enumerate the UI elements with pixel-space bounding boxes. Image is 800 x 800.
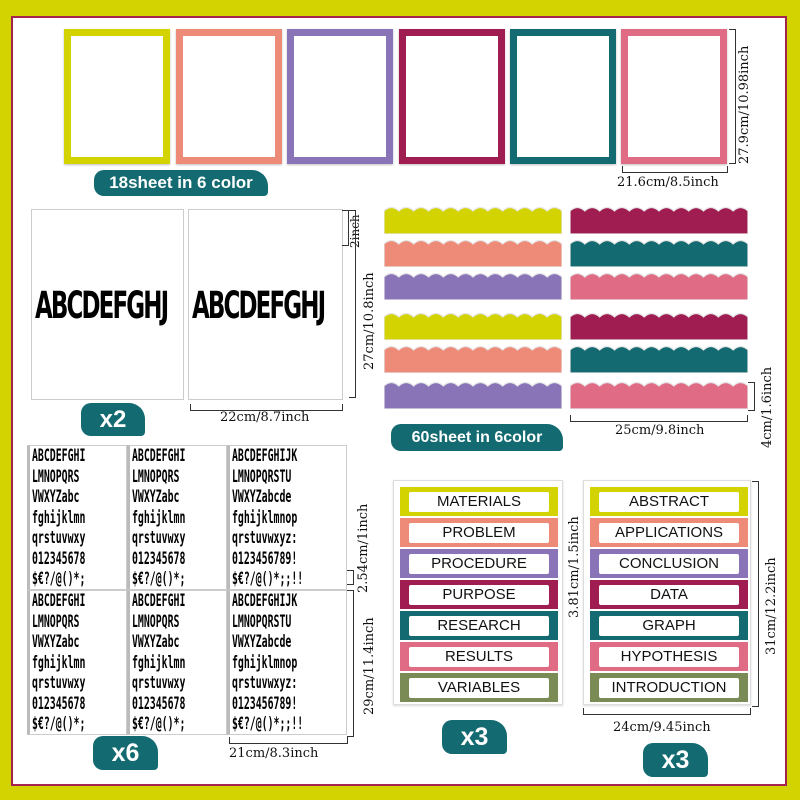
small-letters-count-badge: x6: [93, 736, 158, 770]
label-text: MATERIALS: [409, 492, 549, 512]
strip-height-bracket: [748, 382, 755, 411]
strips-width-bracket: [570, 415, 748, 422]
label-card-2: [583, 480, 751, 705]
big-sheet-width-label: 22cm/8.7inch: [220, 410, 310, 425]
small-letter-height-label: 2.54cm/1inch: [356, 503, 371, 593]
border-strip: [384, 205, 562, 234]
label-row: [400, 611, 558, 640]
label-card-1: [393, 480, 563, 705]
border-strip: [384, 344, 562, 373]
label-row: [590, 518, 748, 547]
frames-height-label: 27.9cm/10.98inch: [737, 45, 752, 164]
frame-sheet-lime: [64, 29, 170, 164]
label-row: [400, 642, 558, 671]
small-letter-sheet: ABCDEFGHIJK LMNOPQRSTU VWXYZabcde fghijklmnop qrstuvwxyz: 0123456789! $€?/@()*;;!!: [227, 590, 347, 735]
big-sheet-height-bracket: [349, 210, 356, 398]
frame-sheet-teal: [510, 29, 616, 164]
label-text: DATA: [599, 585, 739, 605]
big-letter-sheet-2: ABCDEFGHJ: [188, 209, 343, 400]
label-text: PROBLEM: [409, 523, 549, 543]
label-row: [590, 549, 748, 578]
label-row: [590, 487, 748, 516]
frames-count-badge: 18sheet in 6 color: [94, 170, 268, 196]
label-card-2-height-label: 31cm/12.2inch: [764, 557, 779, 655]
label-text: VARIABLES: [409, 678, 549, 698]
border-strip: [570, 238, 748, 267]
label-height-label: 3.81cm/1.5inch: [567, 516, 582, 618]
small-sheet-height-bracket: [347, 590, 354, 737]
strips-count-badge: 60sheet in 6color: [391, 424, 563, 451]
strip-height-label: 4cm/1.6inch: [760, 366, 775, 448]
label-row: [590, 642, 748, 671]
border-strip: [384, 380, 562, 409]
label-text: RESEARCH: [409, 616, 549, 636]
frame-sheet-coral: [176, 29, 282, 164]
border-strip: [570, 380, 748, 409]
border-strip: [384, 238, 562, 267]
frames-width-label: 21.6cm/8.5inch: [617, 175, 719, 190]
label-row: [400, 580, 558, 609]
border-strip: [570, 205, 748, 234]
big-letter-sheet-1: ABCDEFGHJ: [31, 209, 184, 400]
label-row: [590, 611, 748, 640]
small-sheet-height-label: 29cm/11.4inch: [362, 617, 377, 715]
small-letter-sheet: ABCDEFGHI LMNOPQRS VWXYZabc fghijklmn qrstuvwxy 012345678 $€?/@()*;: [27, 445, 127, 590]
frame-sheet-maroon: [399, 29, 505, 164]
border-strip: [570, 271, 748, 300]
label-text: PROCEDURE: [409, 554, 549, 574]
border-strip: [384, 271, 562, 300]
small-letter-sheet: ABCDEFGHI LMNOPQRS VWXYZabc fghijklmn qrstuvwxy 012345678 $€?/@()*;: [127, 445, 227, 590]
label-row: [590, 580, 748, 609]
border-strip: [384, 311, 562, 340]
small-letter-sheet: ABCDEFGHI LMNOPQRS VWXYZabc fghijklmn qrstuvwxy 012345678 $€?/@()*;: [27, 590, 127, 735]
big-letters-count-badge: x2: [81, 403, 145, 436]
frame-sheet-pink: [621, 29, 727, 164]
label-row: [400, 518, 558, 547]
label-text: INTRODUCTION: [599, 678, 739, 698]
label-row: [400, 487, 558, 516]
strips-width-label: 25cm/9.8inch: [615, 423, 705, 438]
small-sheet-width-bracket: [229, 737, 348, 744]
frames-height-bracket: [729, 29, 736, 164]
frames-width-bracket: [622, 166, 728, 173]
border-strip: [570, 344, 748, 373]
label-card-2-count-badge: x3: [643, 743, 708, 777]
label-card-1-count-badge: x3: [442, 720, 507, 754]
label-text: GRAPH: [599, 616, 739, 636]
letter-height-label: 2inch: [348, 214, 362, 248]
label-card-2-width-label: 24cm/9.45inch: [613, 720, 711, 735]
label-text: CONCLUSION: [599, 554, 739, 574]
frame-sheet-purple: [287, 29, 393, 164]
small-sheet-width-label: 21cm/8.3inch: [229, 746, 319, 761]
label-card-2-height-bracket: [752, 481, 759, 707]
label-text: RESULTS: [409, 647, 549, 667]
big-sheet-height-label: 27cm/10.8inch: [362, 272, 377, 370]
label-text: ABSTRACT: [599, 492, 739, 512]
label-row: [590, 673, 748, 702]
small-letter-height-bracket: [347, 570, 354, 585]
label-text: PURPOSE: [409, 585, 549, 605]
label-row: [400, 549, 558, 578]
label-text: HYPOTHESIS: [599, 647, 739, 667]
small-letter-sheet: ABCDEFGHI LMNOPQRS VWXYZabc fghijklmn qrstuvwxy 012345678 $€?/@()*;: [127, 590, 227, 735]
small-letter-sheet: ABCDEFGHIJK LMNOPQRSTU VWXYZabcde fghijklmnop qrstuvwxyz: 0123456789! $€?/@()*;;!!: [227, 445, 347, 590]
label-text: APPLICATIONS: [599, 523, 739, 543]
label-row: [400, 673, 558, 702]
label-card-2-width-bracket: [583, 708, 751, 715]
border-strip: [570, 311, 748, 340]
